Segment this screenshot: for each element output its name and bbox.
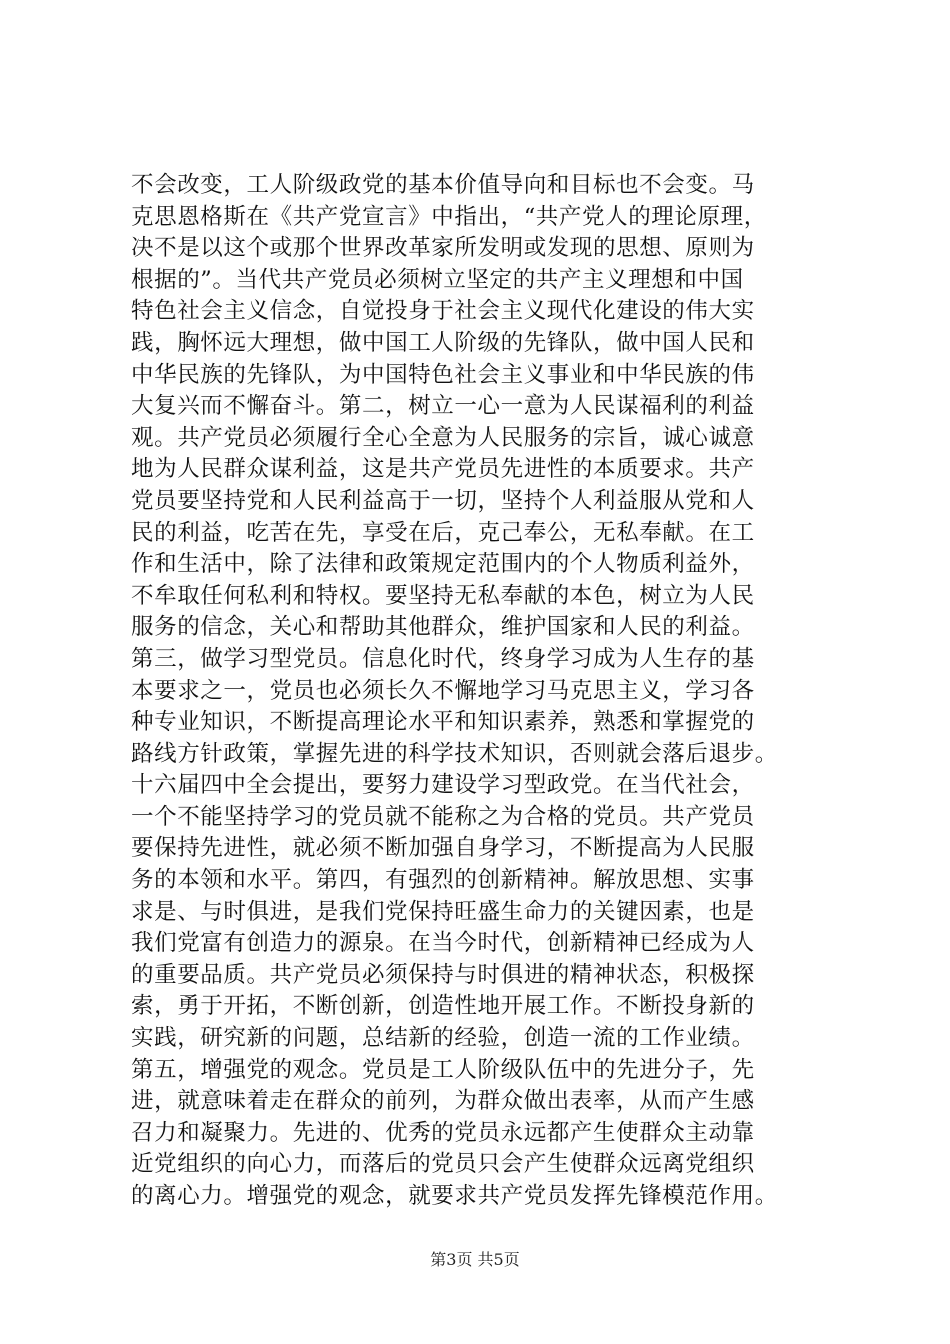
text-line: 特色社会主义信念，自觉投身于社会主义现代化建设的伟大实 bbox=[131, 298, 755, 325]
text-line: 践，胸怀远大理想，做中国工人阶级的先锋队，做中国人民和 bbox=[131, 329, 755, 356]
text-line: 近党组织的向心力，而落后的党员只会产生使群众远离党组织 bbox=[131, 1151, 755, 1178]
text-line: 实践，研究新的问题，总结新的经验，创造一流的工作业绩。 bbox=[131, 1025, 755, 1052]
text-line: 服务的信念，关心和帮助其他群众，维护国家和人民的利益。 bbox=[131, 614, 755, 641]
text-line: 第三，做学习型党员。信息化时代，终身学习成为人生存的基 bbox=[131, 645, 755, 672]
text-line: 十六届四中全会提出，要努力建设学习型政党。在当代社会， bbox=[131, 772, 755, 799]
text-line: 的离心力。增强党的观念，就要求共产党员发挥先锋模范作用。 bbox=[131, 1183, 778, 1209]
text-line: 民的利益，吃苦在先，享受在后，克己奉公，无私奉献。在工 bbox=[131, 519, 755, 546]
text-line: 索，勇于开拓，不断创新，创造性地开展工作。不断投身新的 bbox=[131, 993, 755, 1020]
text-line: 本要求之一，党员也必须长久不懈地学习马克思主义，学习各 bbox=[131, 677, 755, 704]
text-line: 不会改变，工人阶级政党的基本价值导向和目标也不会变。马 bbox=[131, 172, 755, 198]
text-line: 我们党富有创造力的源泉。在当今时代，创新精神已经成为人 bbox=[131, 930, 755, 957]
body-text bbox=[131, 170, 831, 1213]
text-line: 的重要品质。共产党员必须保持与时俱进的精神状态，积极探 bbox=[131, 961, 755, 988]
text-line: 决不是以这个或那个世界改革家所发明或发现的思想、原则为 bbox=[131, 235, 755, 262]
text-line: 求是、与时俱进，是我们党保持旺盛生命力的关键因素，也是 bbox=[131, 898, 755, 925]
text-line: 务的本领和水平。第四，有强烈的创新精神。解放思想、实事 bbox=[131, 867, 755, 894]
text-line: 种专业知识，不断提高理论水平和知识素养，熟悉和掌握党的 bbox=[131, 709, 755, 736]
text-line: 不牟取任何私利和特权。要坚持无私奉献的本色，树立为人民 bbox=[131, 582, 755, 609]
text-line: 要保持先进性，就必须不断加强自身学习，不断提高为人民服 bbox=[131, 835, 755, 862]
text-line: 路线方针政策，掌握先进的科学技术知识，否则就会落后退步。 bbox=[131, 740, 778, 767]
text-line: 克思恩格斯在《共产党宣言》中指出，“共产党人的理论原理， bbox=[131, 203, 767, 230]
text-line: 一个不能坚持学习的党员就不能称之为合格的党员。共产党员 bbox=[131, 803, 755, 830]
text-line: 第五，增强党的观念。党员是工人阶级队伍中的先进分子，先 bbox=[131, 1056, 755, 1083]
text-line: 中华民族的先锋队，为中国特色社会主义事业和中华民族的伟 bbox=[131, 361, 755, 388]
text-line: 作和生活中，除了法律和政策规定范围内的个人物质利益外， bbox=[131, 551, 755, 578]
text-line: 根据的”。当代共产党员必须树立坚定的共产主义理想和中国 bbox=[131, 266, 744, 293]
text-line: 大复兴而不懈奋斗。第二，树立一心一意为人民谋福利的利益 bbox=[131, 393, 755, 420]
page-number-label: 第3页 共5页 bbox=[430, 1250, 520, 1269]
page-footer bbox=[0, 1247, 950, 1270]
text-line: 党员要坚持党和人民利益高于一切，坚持个人利益服从党和人 bbox=[131, 487, 755, 514]
text-line: 召力和凝聚力。先进的、优秀的党员永远都产生使群众主动靠 bbox=[131, 1119, 755, 1146]
text-line: 观。共产党员必须履行全心全意为人民服务的宗旨，诚心诚意 bbox=[131, 424, 755, 451]
text-line: 地为人民群众谋利益，这是共产党员先进性的本质要求。共产 bbox=[131, 456, 755, 483]
text-line: 进，就意味着走在群众的前列，为群众做出表率，从而产生感 bbox=[131, 1088, 755, 1115]
